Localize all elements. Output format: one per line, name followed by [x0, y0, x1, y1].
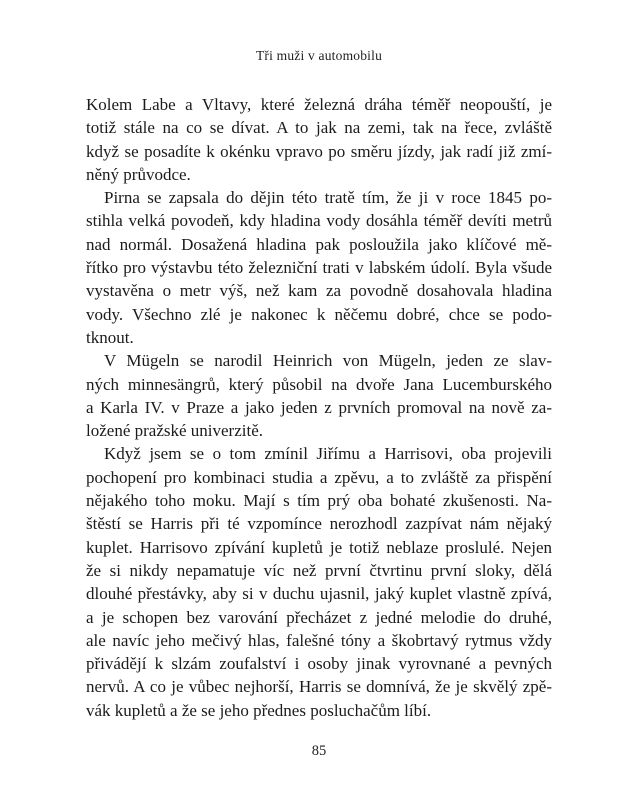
text-line: ale navíc jeho mečivý hlas, falešné tóny a škobrtavý rytmus vždy: [86, 630, 552, 650]
text-line: pochopení pro kombinaci studia a zpěvu, a to zvláště za přispění: [86, 467, 552, 487]
text-line: totiž stále na co se dívat. A to jak na zemi, tak na řece, zvláště: [86, 118, 552, 138]
text-line: ložené pražské univerzitě.: [86, 421, 263, 441]
text-line: ných minnesängrů, který působil na dvoře Jana Lucemburského: [86, 374, 552, 394]
text-line: Pirna se zapsala do dějin této tratě tím, že ji v roce 1845 po-: [104, 188, 552, 208]
text-line: Kolem Labe a Vltavy, které železná dráha téměř neopouští, je: [86, 95, 552, 114]
paragraph: [86, 442, 552, 722]
page-number: 85: [311, 743, 327, 759]
paragraph: [86, 186, 552, 349]
text-line: nervů. A co je vůbec nejhorší, Harris se domnívá, že je skvělý zpě-: [86, 677, 552, 697]
text-line: V Mügeln se narodil Heinrich von Mügeln, jeden ze slav-: [104, 351, 552, 371]
paragraph: [86, 93, 552, 186]
text-line: tknout.: [86, 327, 134, 347]
text-line: vystavěna o metr výš, než kam za povodně dosahovala hladina: [86, 281, 552, 301]
text-line: že si nikdy nepamatuje víc než první čtvrtinu první sloky, dělá: [86, 560, 552, 580]
text-line: když se posadíte k okénku vpravo po směru jízdy, jak radí již zmí-: [86, 141, 552, 161]
text-line: stihla velká povodeň, kdy hladina vody dosáhla téměř devíti metrů: [86, 211, 552, 231]
body-text: [86, 93, 552, 722]
text-line: něný průvodce.: [86, 164, 191, 184]
text-line: kuplet. Harrisovo zpívání kupletů je totiž neblaze proslulé. Nejen: [86, 537, 552, 557]
running-header: Tři muži v automobilu: [255, 48, 383, 63]
paragraph: [86, 349, 552, 442]
text-line: Když jsem se o tom zmínil Jiřímu a Harrisovi, oba projevili: [104, 444, 552, 464]
text-line: přivádějí k slzám zoufalství i osoby jinak vyrovnané a pevných: [86, 654, 552, 674]
text-line: nějakého toho moku. Mají s tím prý oba bohaté zkušenosti. Na-: [86, 491, 552, 511]
text-line: dlouhé přestávky, aby si v duchu ujasnil, jaký kuplet vlastně zpívá,: [86, 584, 552, 604]
text-line: štěstí se Harris při té vzpomínce nerozhodl zazpívat nám nějaký: [86, 514, 552, 534]
text-line: a je schopen bez varování přecházet z jedné melodie do druhé,: [86, 607, 552, 627]
text-line: nad normál. Dosažená hladina pak posloužila jako klíčové mě-: [86, 234, 552, 254]
text-line: vák kupletů a že se jeho přednes posluchačům líbí.: [86, 700, 432, 720]
text-line: řítko pro výstavbu této železniční trati v labském údolí. Byla všude: [86, 258, 552, 278]
text-line: vody. Všechno zlé je nakonec k něčemu dobré, chce se podo-: [86, 304, 552, 324]
text-line: a Karla IV. v Praze a jako jeden z prvních promoval na nově za-: [86, 397, 552, 417]
